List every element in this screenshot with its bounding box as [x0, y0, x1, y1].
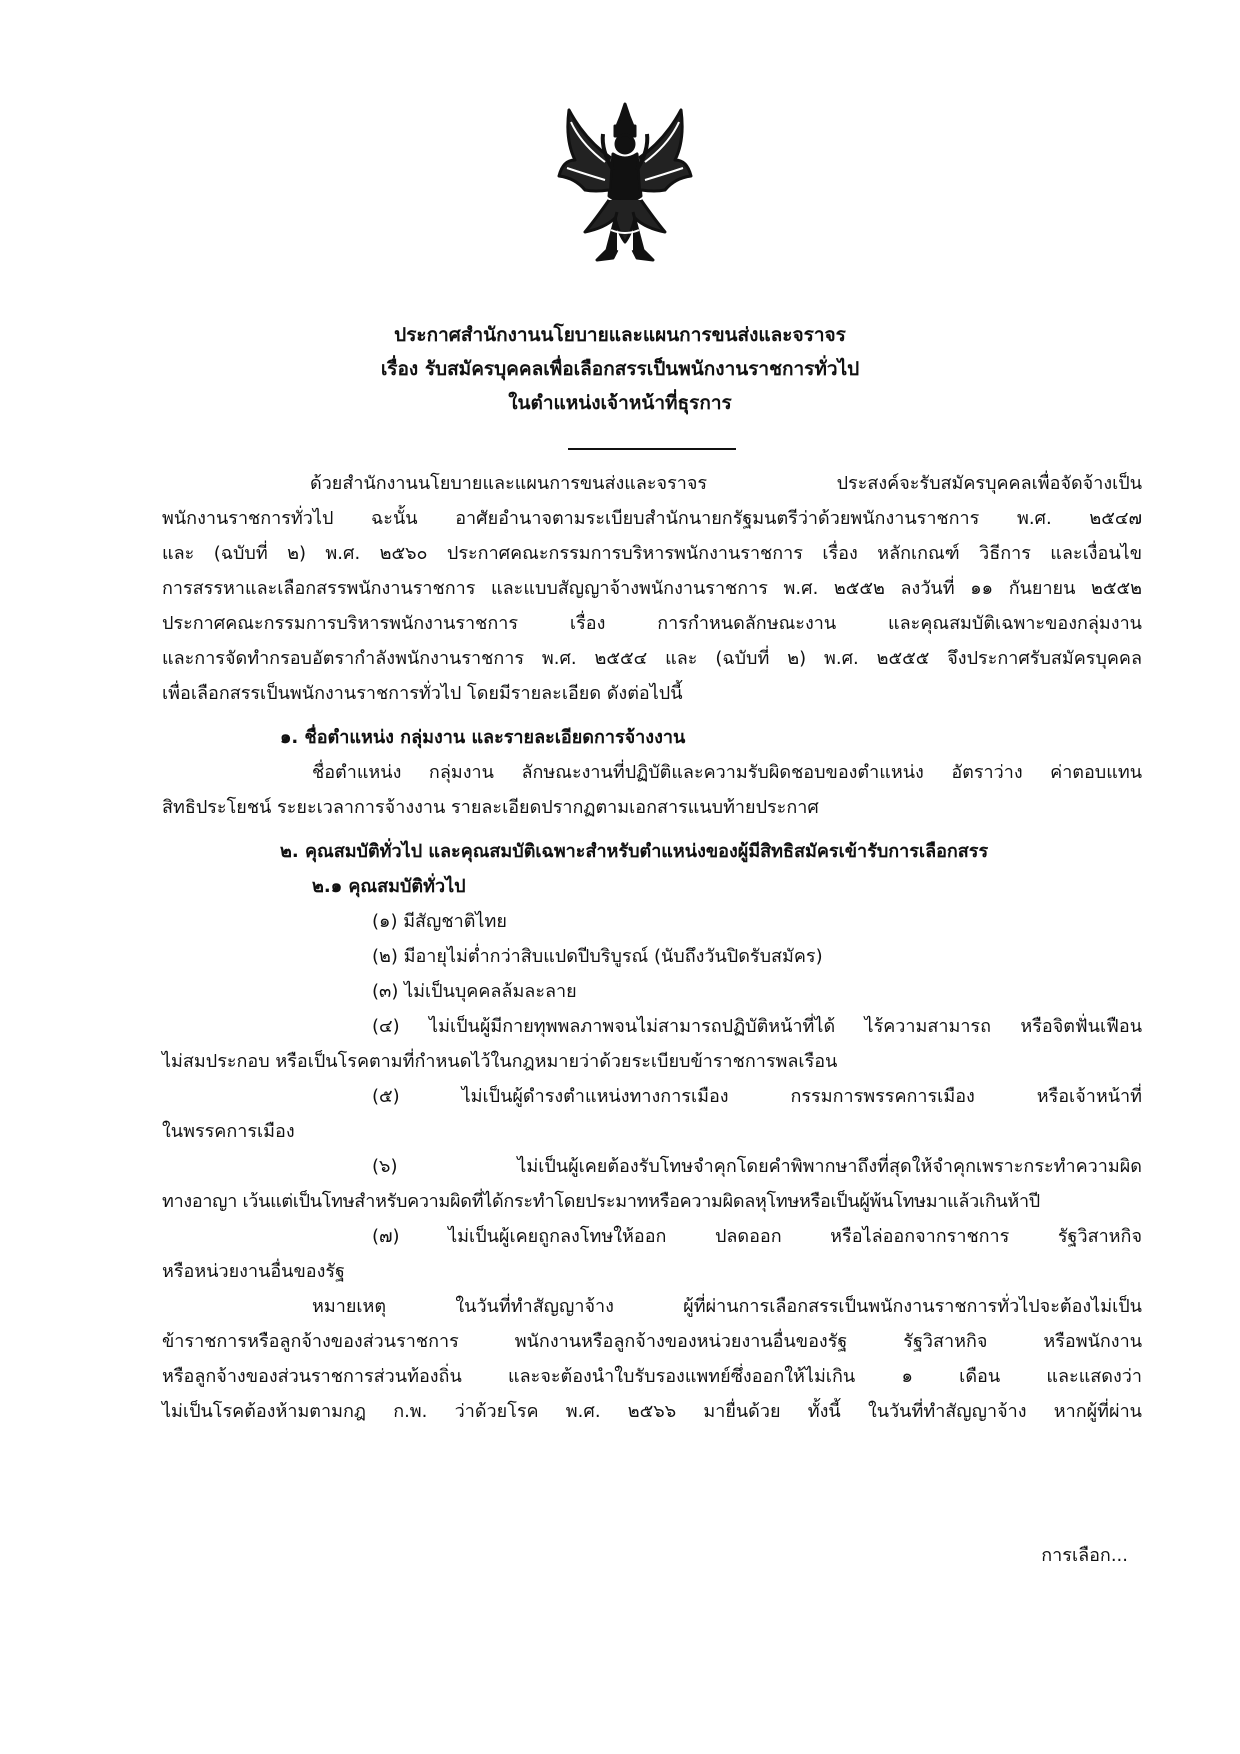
text-line: หรือหน่วยงานอื่นของรัฐ: [162, 1261, 345, 1282]
text-line: ด้วยสำนักงานนโยบายและแผนการขนส่งและจราจร ประสงค์จะรับสมัครบุคคลเพื่อจัดจ้างเป็น: [310, 473, 1142, 494]
text-line: พนักงานราชการทั่วไป ฉะนั้น อาศัยอำนาจตามระเบียบสำนักนายกรัฐมนตรีว่าด้วยพนักงานราชการ พ.ศ. ๒๕๔๗: [162, 508, 1142, 529]
text-line: ไม่สมประกอบ หรือเป็นโรคตามที่กำหนดไว้ในกฎหมายว่าด้วยระเบียบข้าราชการพลเรือน: [162, 1051, 838, 1072]
title-line-2: เรื่อง รับสมัครบุคคลเพื่อเลือกสรรเป็นพนักงานราชการทั่วไป: [380, 358, 860, 380]
text-line: ทางอาญา เว้นแต่เป็นโทษสำหรับความผิดที่ได้กระทำโดยประมาทหรือความผิดลหุโทษหรือเป็นผู้พ้นโทษมาแล้วเกินห้าปี: [162, 1191, 1040, 1212]
title-divider: [568, 448, 736, 450]
qualification-item: (๔) ไม่เป็นผู้มีกายทุพพลภาพจนไม่สามารถปฏิบัติหน้าที่ได้ ไร้ความสามารถ หรือจิตฟั่นเฟือน: [372, 1016, 1142, 1037]
text-line: ไม่เป็นโรคต้องห้ามตามกฎ ก.พ. ว่าด้วยโรค พ.ศ. ๒๕๖๖ มายื่นด้วย ทั้งนี้ ในวันที่ทำสัญญาจ้าง หากผู้ที่ผ่าน: [162, 1401, 1142, 1422]
qualification-item: (๕) ไม่เป็นผู้ดำรงตำแหน่งทางการเมือง กรรมการพรรคการเมือง หรือเจ้าหน้าที่: [372, 1086, 1142, 1107]
text-line: ชื่อตำแหน่ง กลุ่มงาน ลักษณะงานที่ปฏิบัติและความรับผิดชอบของตำแหน่ง อัตราว่าง ค่าตอบแทน: [312, 762, 1142, 783]
qualification-item: (๑) มีสัญชาติไทย: [372, 911, 507, 932]
qualification-item: (๒) มีอายุไม่ต่ำกว่าสิบแปดปีบริบูรณ์ (นับถึงวันปิดรับสมัคร): [372, 946, 823, 967]
text-line: และ (ฉบับที่ ๒) พ.ศ. ๒๕๖๐ ประกาศคณะกรรมการบริหารพนักงานราชการ เรื่อง หลักเกณฑ์ วิธีการ และเงื่อนไข: [162, 543, 1142, 564]
text-line: การสรรหาและเลือกสรรพนักงานราชการ และแบบสัญญาจ้างพนักงานราชการ พ.ศ. ๒๕๕๒ ลงวันที่ ๑๑ กันยายน ๒๕๕๒: [162, 578, 1142, 599]
note-paragraph: [162, 1289, 1142, 1429]
text-line: หรือลูกจ้างของส่วนราชการส่วนท้องถิ่น และจะต้องนำใบรับรองแพทย์ซึ่งออกให้ไม่เกิน ๑ เดือน และแสดงว่า: [162, 1366, 1142, 1387]
text-line: ประกาศคณะกรรมการบริหารพนักงานราชการ เรื่อง การกำหนดลักษณะงาน และคุณสมบัติเฉพาะของกลุ่มงาน: [162, 613, 1142, 634]
continuation-marker: การเลือก...: [1041, 1545, 1128, 1566]
text-line: และการจัดทำกรอบอัตรากำลังพนักงานราชการ พ.ศ. ๒๕๕๔ และ (ฉบับที่ ๒) พ.ศ. ๒๕๕๕ จึงประกาศรับสมัครบุคคล: [162, 648, 1142, 669]
qualification-item: (๓) ไม่เป็นบุคคลล้มละลาย: [372, 981, 577, 1002]
text-line: ในพรรคการเมือง: [162, 1121, 295, 1142]
intro-paragraph: [162, 466, 1142, 711]
garuda-emblem-icon: [555, 100, 695, 270]
qualification-item: (๗) ไม่เป็นผู้เคยถูกลงโทษให้ออก ปลดออก หรือไล่ออกจากราชการ รัฐวิสาหกิจ: [372, 1226, 1142, 1247]
title-line-3: ในตำแหน่งเจ้าหน้าที่ธุรการ: [508, 392, 732, 414]
qualification-item: (๖) ไม่เป็นผู้เคยต้องรับโทษจำคุกโดยคำพิพากษาถึงที่สุดให้จำคุกเพราะกระทำความผิด: [372, 1156, 1142, 1177]
section-1-heading: ๑. ชื่อตำแหน่ง กลุ่มงาน และรายละเอียดการจ้างงาน: [280, 727, 686, 748]
section-2-heading: ๒. คุณสมบัติทั่วไป และคุณสมบัติเฉพาะสำหรับตำแหน่งของผู้มีสิทธิสมัครเข้ารับการเลือกสรร: [280, 841, 989, 862]
announcement-title: [0, 318, 1240, 420]
title-line-1: ประกาศสำนักงานนโยบายและแผนการขนส่งและจราจร: [394, 324, 846, 346]
text-line: สิทธิประโยชน์ ระยะเวลาการจ้างงาน รายละเอียดปรากฏตามเอกสารแนบท้ายประกาศ: [162, 797, 819, 818]
document-body: [162, 466, 1142, 1429]
text-line: หมายเหตุ ในวันที่ทำสัญญาจ้าง ผู้ที่ผ่านการเลือกสรรเป็นพนักงานราชการทั่วไปจะต้องไม่เป็น: [312, 1296, 1142, 1317]
text-line: เพื่อเลือกสรรเป็นพนักงานราชการทั่วไป โดยมีรายละเอียด ดังต่อไปนี้: [162, 683, 683, 704]
text-line: ข้าราชการหรือลูกจ้างของส่วนราชการ พนักงานหรือลูกจ้างของหน่วยงานอื่นของรัฐ รัฐวิสาหกิจ หรือพนักงาน: [162, 1331, 1142, 1352]
section-2-1-heading: ๒.๑ คุณสมบัติทั่วไป: [312, 876, 466, 897]
